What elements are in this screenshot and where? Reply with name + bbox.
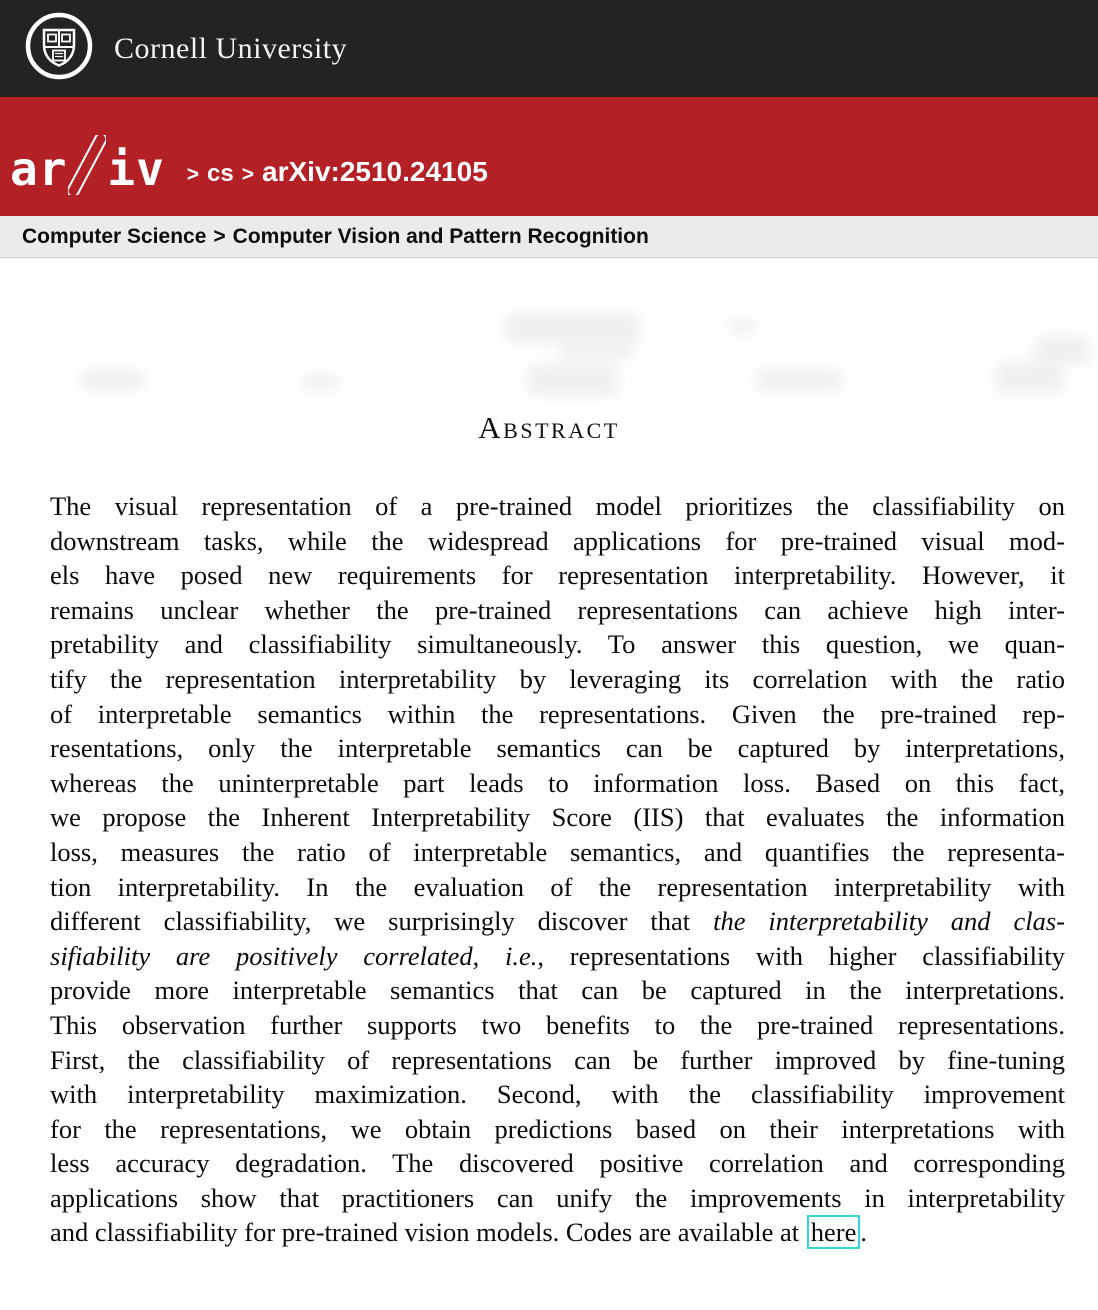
redacted-smudge: [560, 343, 635, 359]
abstract-plain-text: .: [860, 1217, 867, 1248]
redacted-smudge: [728, 320, 756, 334]
abstract-line: [50, 835, 1065, 870]
arxiv-logo[interactable]: [10, 125, 165, 196]
abstract-line: [50, 939, 1065, 974]
abstract-line: [50, 593, 1065, 628]
abstract-plain-text: resentations, only the interpretable semantics can be captured by interpretations,: [50, 733, 1065, 764]
abstract-plain-text: different classifiability, we surprisingly discover that: [50, 906, 714, 937]
abstract-plain-text: downstream tasks, while the widespread applications for pre-trained visual mod-: [50, 525, 1065, 556]
redacted-smudge: [755, 370, 843, 390]
abstract-plain-text: This observation further supports two benefits to the pre-trained representations.: [50, 1009, 1065, 1040]
redacted-smudge: [300, 376, 340, 390]
arxiv-logo-iv: iv: [107, 141, 165, 196]
abstract-line: [50, 489, 1065, 524]
breadcrumb-paper-id-link[interactable]: arXiv:2510.24105: [262, 156, 488, 187]
abstract-italic-text: sifiability are positively correlated: [50, 940, 473, 971]
abstract-plain-text: remains unclear whether the pre-trained representations can achieve high inter-: [50, 594, 1065, 625]
abstract-plain-text: ,: [472, 940, 506, 971]
redacted-smudge: [505, 313, 640, 343]
abstract-line: [50, 1146, 1065, 1181]
abstract-line: [50, 1008, 1065, 1043]
subject-separator: >: [213, 224, 226, 248]
cornell-header-bar: [0, 0, 1098, 97]
abstract-heading: Abstract: [478, 410, 620, 445]
arxiv-chi-icon: [68, 135, 106, 200]
abstract-line: [50, 1215, 1065, 1250]
abstract-plain-text: less accuracy degradation. The discovered positive correlation and corresponding: [50, 1148, 1065, 1179]
abstract-text: [50, 489, 1065, 1250]
abstract-plain-text: First, the classifiability of representations can be further improved by fine-tuning: [50, 1044, 1065, 1075]
abstract-plain-text: pretability and classifiability simultaneously. To answer this question, we quan-: [50, 629, 1065, 660]
paper-content: [0, 258, 1098, 1309]
abstract-plain-text: provide more interpretable semantics that can be captured in the interpretations.: [50, 975, 1065, 1006]
abstract-plain-text: for the representations, we obtain predictions based on their interpretations with: [50, 1113, 1065, 1144]
abstract-line: [50, 800, 1065, 835]
abstract-italic-text: the interpretability and clas-: [713, 906, 1065, 937]
subject-area: Computer Science: [22, 224, 207, 248]
abstract-plain-text: applications show that practitioners can unify the improvements in interpretability: [50, 1182, 1065, 1213]
abstract-plain-text: The visual representation of a pre-trained model prioritizes the classifiability on: [50, 491, 1065, 521]
abstract-line: [50, 524, 1065, 559]
abstract-line: [50, 662, 1065, 697]
cornell-home-link[interactable]: [24, 11, 347, 86]
abstract-plain-text: tify the representation interpretability by leveraging its correlation with the ratio: [50, 663, 1065, 694]
breadcrumb-separator: >: [186, 163, 200, 186]
redacted-smudge: [528, 364, 618, 396]
abstract-plain-text: of interpretable semantics within the representations. Given the pre-trained rep-: [50, 698, 1065, 729]
abstract-line: [50, 627, 1065, 662]
abstract-plain-text: and classifiability for pre-trained vision models. Codes are available at: [50, 1217, 806, 1248]
breadcrumb-cs-link[interactable]: cs: [207, 160, 234, 187]
breadcrumb-separator: >: [241, 163, 255, 186]
abstract-line: [50, 697, 1065, 732]
abstract-plain-text: loss, measures the ratio of interpretable semantics, and quantifies the representa-: [50, 836, 1065, 867]
arxiv-banner: [0, 97, 1098, 216]
abstract-line: [50, 1112, 1065, 1147]
arxiv-logo-ar: ar: [10, 141, 68, 196]
abstract-line: [50, 1043, 1065, 1078]
redacted-smudge: [1035, 336, 1090, 364]
abstract-plain-text: with interpretability maximization. Second, with the classifiability improvement: [50, 1079, 1065, 1110]
abstract-line: [50, 558, 1065, 593]
abstract-line: [50, 1077, 1065, 1112]
abstract-plain-text: els have posed new requirements for representation interpretability. However, it: [50, 560, 1065, 591]
redacted-smudge: [80, 370, 145, 390]
cornell-university-label: Cornell University: [114, 31, 348, 65]
abstract-line: [50, 870, 1065, 905]
abstract-plain-text: whereas the uninterpretable part leads to information loss. Based on this fact,: [50, 767, 1065, 798]
code-here-link[interactable]: here: [807, 1215, 861, 1249]
subject-category: Computer Vision and Pattern Recognition: [232, 224, 649, 248]
arxiv-breadcrumb: [179, 156, 488, 188]
abstract-line: [50, 904, 1065, 939]
abstract-plain-text: , representations with higher classifiability: [537, 940, 1066, 971]
cornell-logo-icon: [24, 11, 94, 86]
abstract-line: [50, 731, 1065, 766]
abstract-line: [50, 973, 1065, 1008]
abstract-line: [50, 1181, 1065, 1216]
subject-breadcrumb-bar: [0, 216, 1098, 258]
abstract-italic-text: i.e.: [505, 940, 538, 971]
abstract-line: [50, 766, 1065, 801]
abstract-plain-text: we propose the Inherent Interpretability Score (IIS) that evaluates the information: [50, 802, 1065, 833]
redacted-smudge: [995, 363, 1063, 393]
abstract-plain-text: tion interpretability. In the evaluation of the representation interpretability with: [50, 871, 1065, 902]
